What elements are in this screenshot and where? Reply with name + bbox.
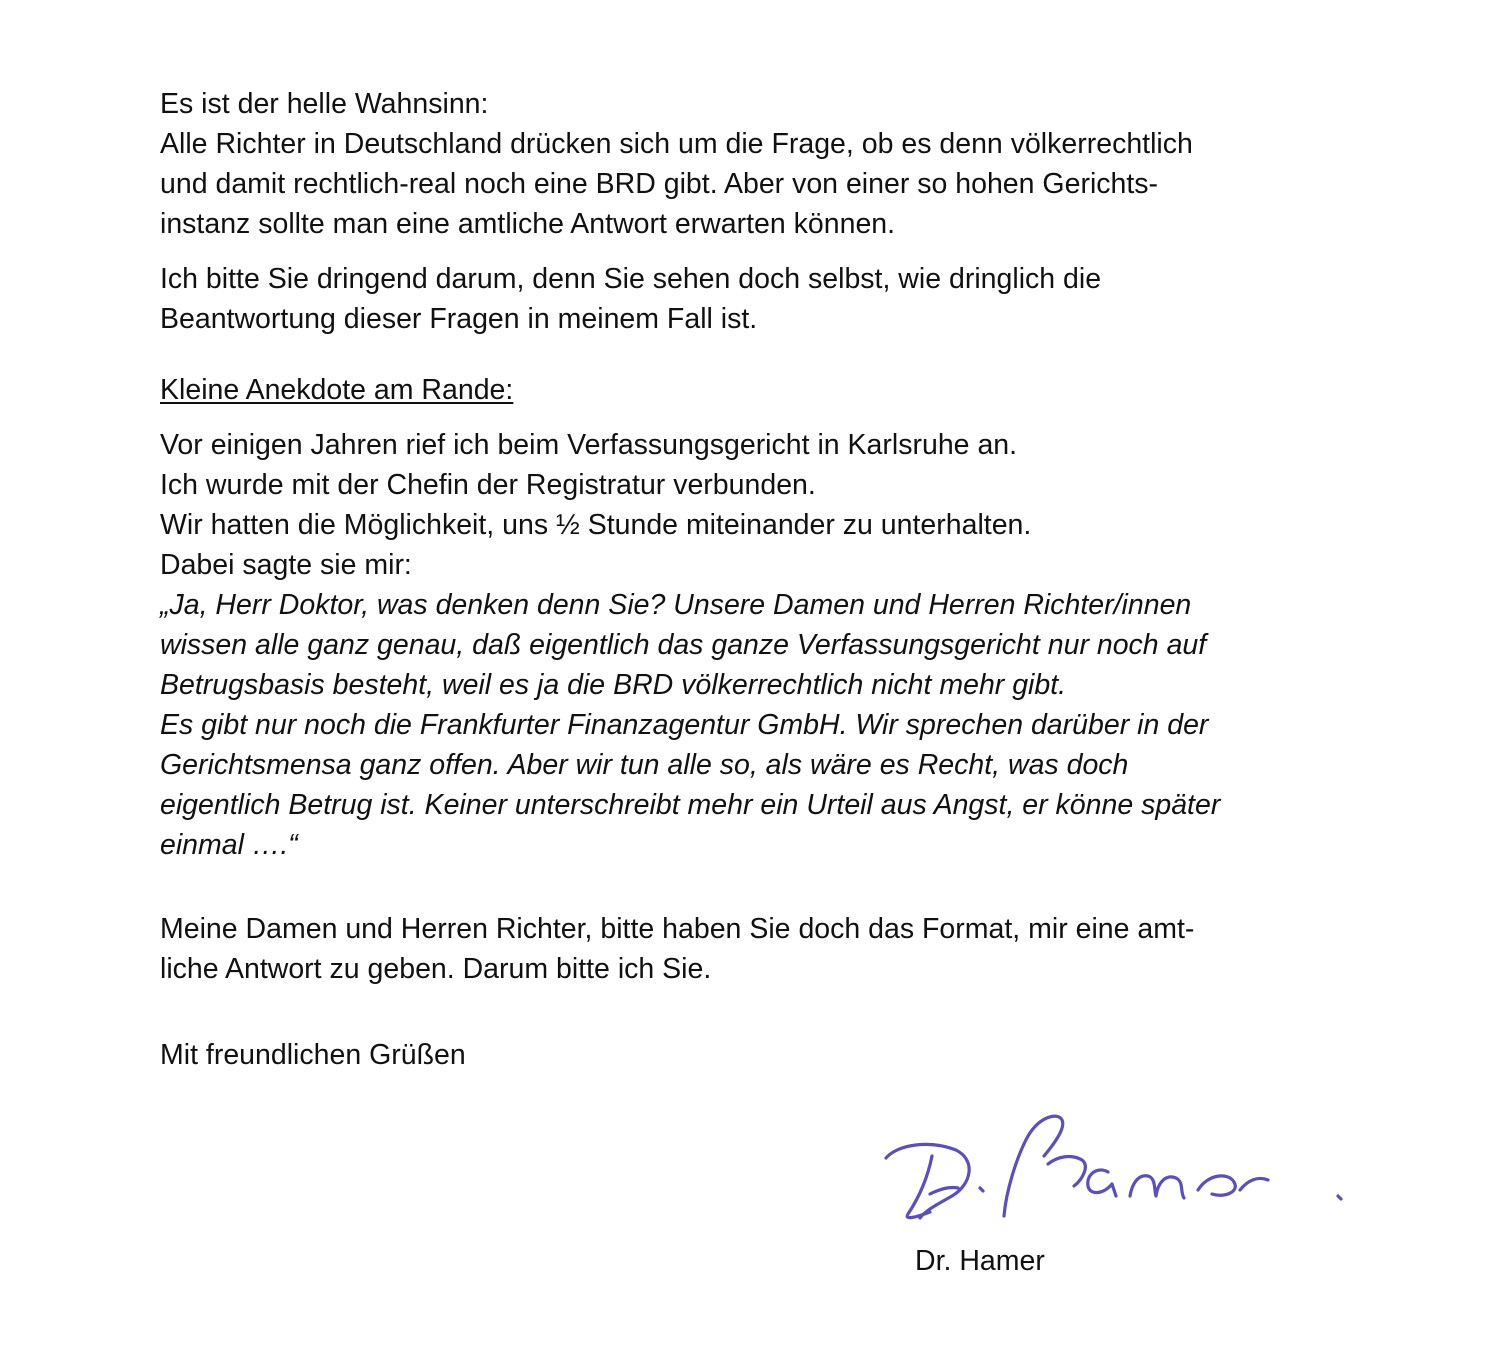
paragraph-spacer	[160, 410, 1370, 425]
quote-line: „Ja, Herr Doktor, was denken denn Sie? Unsere Damen und Herren Richter/innen	[160, 589, 1192, 621]
text-line: Vor einigen Jahren rief ich beim Verfassungsgericht in Karlsruhe an.	[160, 429, 1018, 461]
paragraph-spacer	[160, 865, 1370, 909]
anecdote-heading: Kleine Anekdote am Rande:	[160, 374, 514, 406]
paragraph-intro	[160, 84, 1370, 244]
quote-line: Es gibt nur noch die Frankfurter Finanzagentur GmbH. Wir sprechen darüber in der	[160, 709, 1209, 741]
paragraph-closing-request	[160, 909, 1370, 989]
text-line: liche Antwort zu geben. Darum bitte ich Sie.	[160, 953, 712, 985]
text-line: Meine Damen und Herren Richter, bitte haben Sie doch das Format, mir eine amt-	[160, 913, 1195, 945]
quote-line: einmal ….“	[160, 829, 298, 861]
paragraph-spacer	[160, 244, 1370, 259]
letter-body	[160, 84, 1370, 1075]
paragraph-spacer	[160, 989, 1370, 1035]
text-line: und damit rechtlich-real noch eine BRD gibt. Aber von einer so hohen Gerichts-	[160, 168, 1159, 200]
text-line: Wir hatten die Möglichkeit, uns ½ Stunde miteinander zu unterhalten.	[160, 509, 1032, 541]
paragraph-spacer	[160, 339, 1370, 370]
paragraph-request	[160, 259, 1370, 339]
closing-greeting: Mit freundlichen Grüßen	[160, 1039, 466, 1071]
quote-block	[160, 585, 1370, 865]
text-line: Ich wurde mit der Chefin der Registratur verbunden.	[160, 469, 816, 501]
signature-image	[868, 1100, 1378, 1240]
handwritten-signature	[868, 1100, 1378, 1240]
quote-line: Gerichtsmensa ganz offen. Aber wir tun alle so, als wäre es Recht, was doch	[160, 749, 1129, 781]
quote-line: Betrugsbasis besteht, weil es ja die BRD völkerrechtlich nicht mehr gibt.	[160, 669, 1067, 701]
paragraph-anecdote	[160, 425, 1370, 585]
text-line: Alle Richter in Deutschland drücken sich um die Frage, ob es denn völkerrechtlich	[160, 128, 1193, 160]
closing	[160, 1035, 1370, 1075]
quote-line: eigentlich Betrug ist. Keiner unterschreibt mehr ein Urteil aus Angst, er könne später	[160, 789, 1221, 821]
text-line: Ich bitte Sie dringend darum, denn Sie sehen doch selbst, wie dringlich die	[160, 263, 1102, 295]
signer-name: Dr. Hamer	[915, 1245, 1045, 1277]
quote-line: wissen alle ganz genau, daß eigentlich das ganze Verfassungsgericht nur noch auf	[160, 629, 1207, 661]
text-line: Dabei sagte sie mir:	[160, 549, 412, 581]
section-heading	[160, 370, 1370, 410]
text-line: instanz sollte man eine amtliche Antwort erwarten können.	[160, 208, 896, 240]
text-line: Beantwortung dieser Fragen in meinem Fall ist.	[160, 303, 758, 335]
text-line: Es ist der helle Wahnsinn:	[160, 88, 489, 120]
